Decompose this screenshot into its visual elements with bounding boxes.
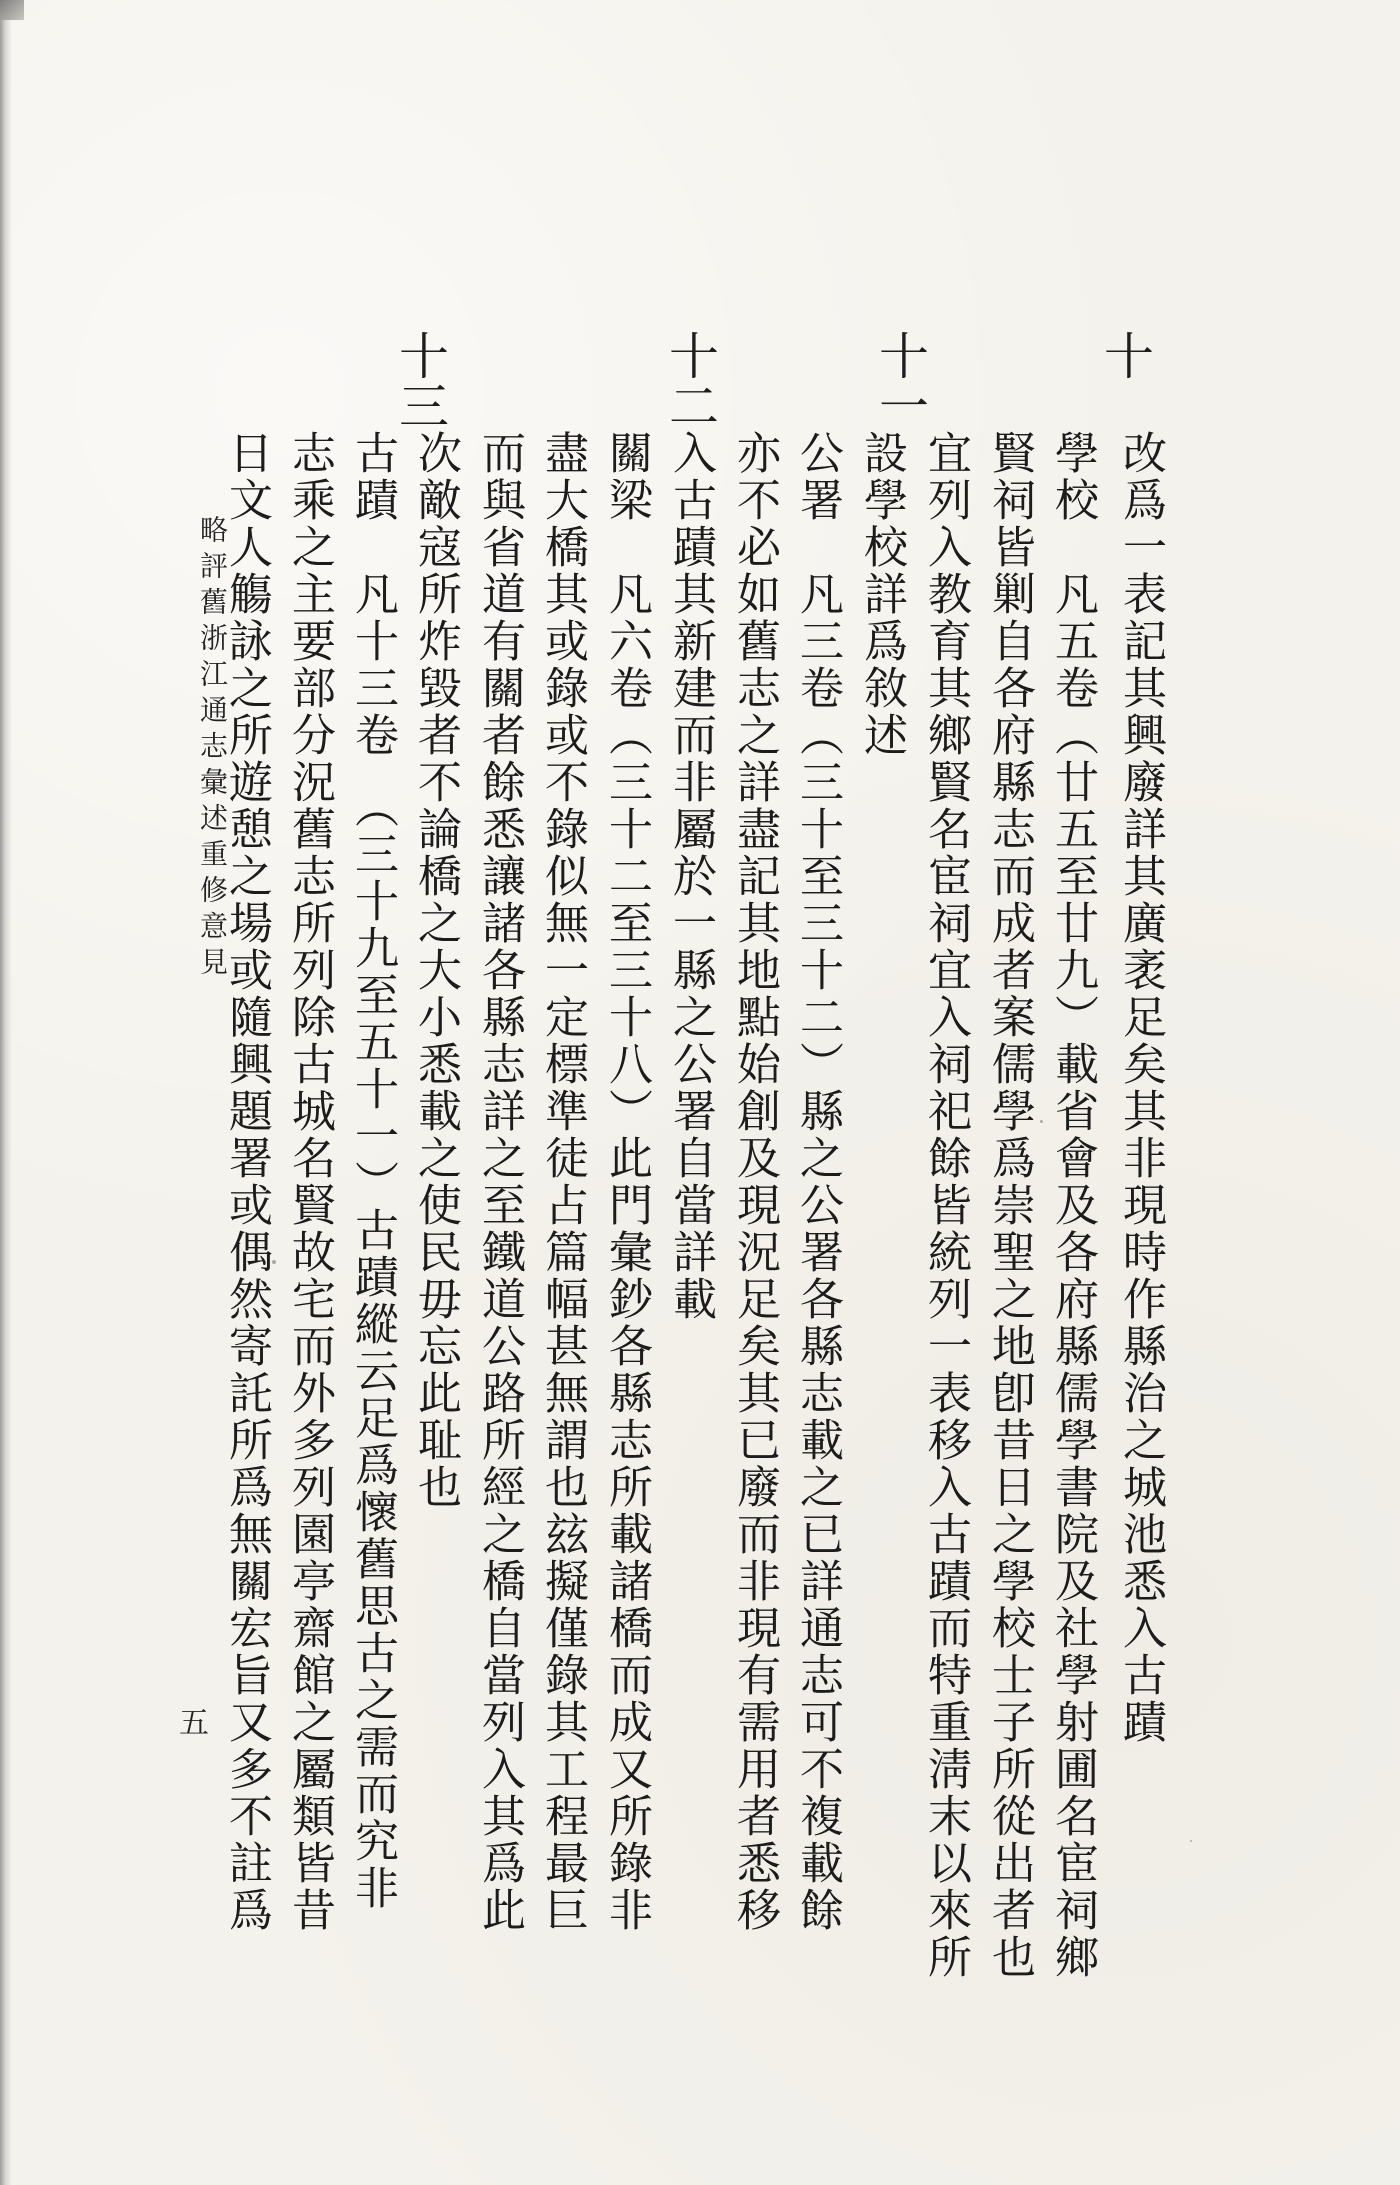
text-column-12: 次敵寇所炸毀者不論橋之大小悉載之使民毋忘此耻也 — [410, 430, 461, 1511]
text-column-13: 古蹟 凡十三卷 （三十九至五十一）古蹟縱云足爲懷舊思古之需而究非 — [347, 430, 398, 1912]
section-number-12: 十二 — [661, 330, 719, 430]
page-number: 五 — [179, 1706, 209, 1741]
running-head: 略評舊浙江通志彙述重修意見 — [196, 515, 229, 983]
text-column-3: 賢祠皆剿自各府縣志而成者案儒學爲崇聖之地卽昔日之學校士子所從出者也 — [984, 430, 1035, 1981]
text-column-10: 盡大橋其或錄或不錄似無一定標準徒占篇幅甚無謂也玆擬僅錄其工程最巨 — [537, 430, 588, 1934]
page-corner-mark — [0, 0, 24, 20]
text-column-1: 改爲一表記其興廢詳其廣袤足矣其非現時作縣治之城池悉入古蹟 — [1115, 430, 1166, 1746]
text-column-6: 公署 凡三卷（三十至三十二）縣之公署各縣志載之已詳通志可不複載餘 — [792, 430, 843, 1934]
text-column-14: 志乘之主要部分況舊志所列除古城名賢故宅而外多列園亭齋館之屬類皆昔 — [284, 430, 335, 1934]
section-number-10: 十 — [1096, 330, 1154, 380]
paper-speck — [1190, 1840, 1192, 1842]
page-edge-shadow — [0, 0, 12, 2185]
text-column-15: 日文人觴詠之所遊憩之場或隨興題署或偶然寄託所爲無關宏旨又多不註爲 — [221, 430, 272, 1934]
paper-speck — [272, 1260, 276, 1264]
text-column-2: 學校 凡五卷（廿五至廿九）載省會及各府縣儒學書院及社學射圃名宦祠鄉 — [1047, 430, 1098, 1981]
paper-speck — [1040, 1120, 1043, 1123]
text-column-5: 設學校詳爲敘述 — [856, 430, 907, 759]
section-number-11: 十一 — [871, 330, 929, 430]
text-column-9: 關梁 凡六卷（三十二至三十八）此門彙鈔各縣志所載諸橋而成又所錄非 — [601, 430, 652, 1934]
section-number-13: 十三 — [391, 330, 449, 430]
text-column-11: 而與省道有關者餘悉讓諸各縣志詳之至鐵道公路所經之橋自當列入其爲此 — [474, 430, 525, 1934]
text-column-4: 宜列入教育其鄉賢名宦祠宜入祠祀餘皆統列一表移入古蹟而特重淸末以來所 — [920, 430, 971, 1981]
text-column-7: 亦不必如舊志之詳盡記其地點始創及現況足矣其已廢而非現有需用者悉移 — [729, 430, 780, 1934]
text-column-8: 入古蹟其新建而非屬於一縣之公署自當詳載 — [665, 430, 716, 1323]
